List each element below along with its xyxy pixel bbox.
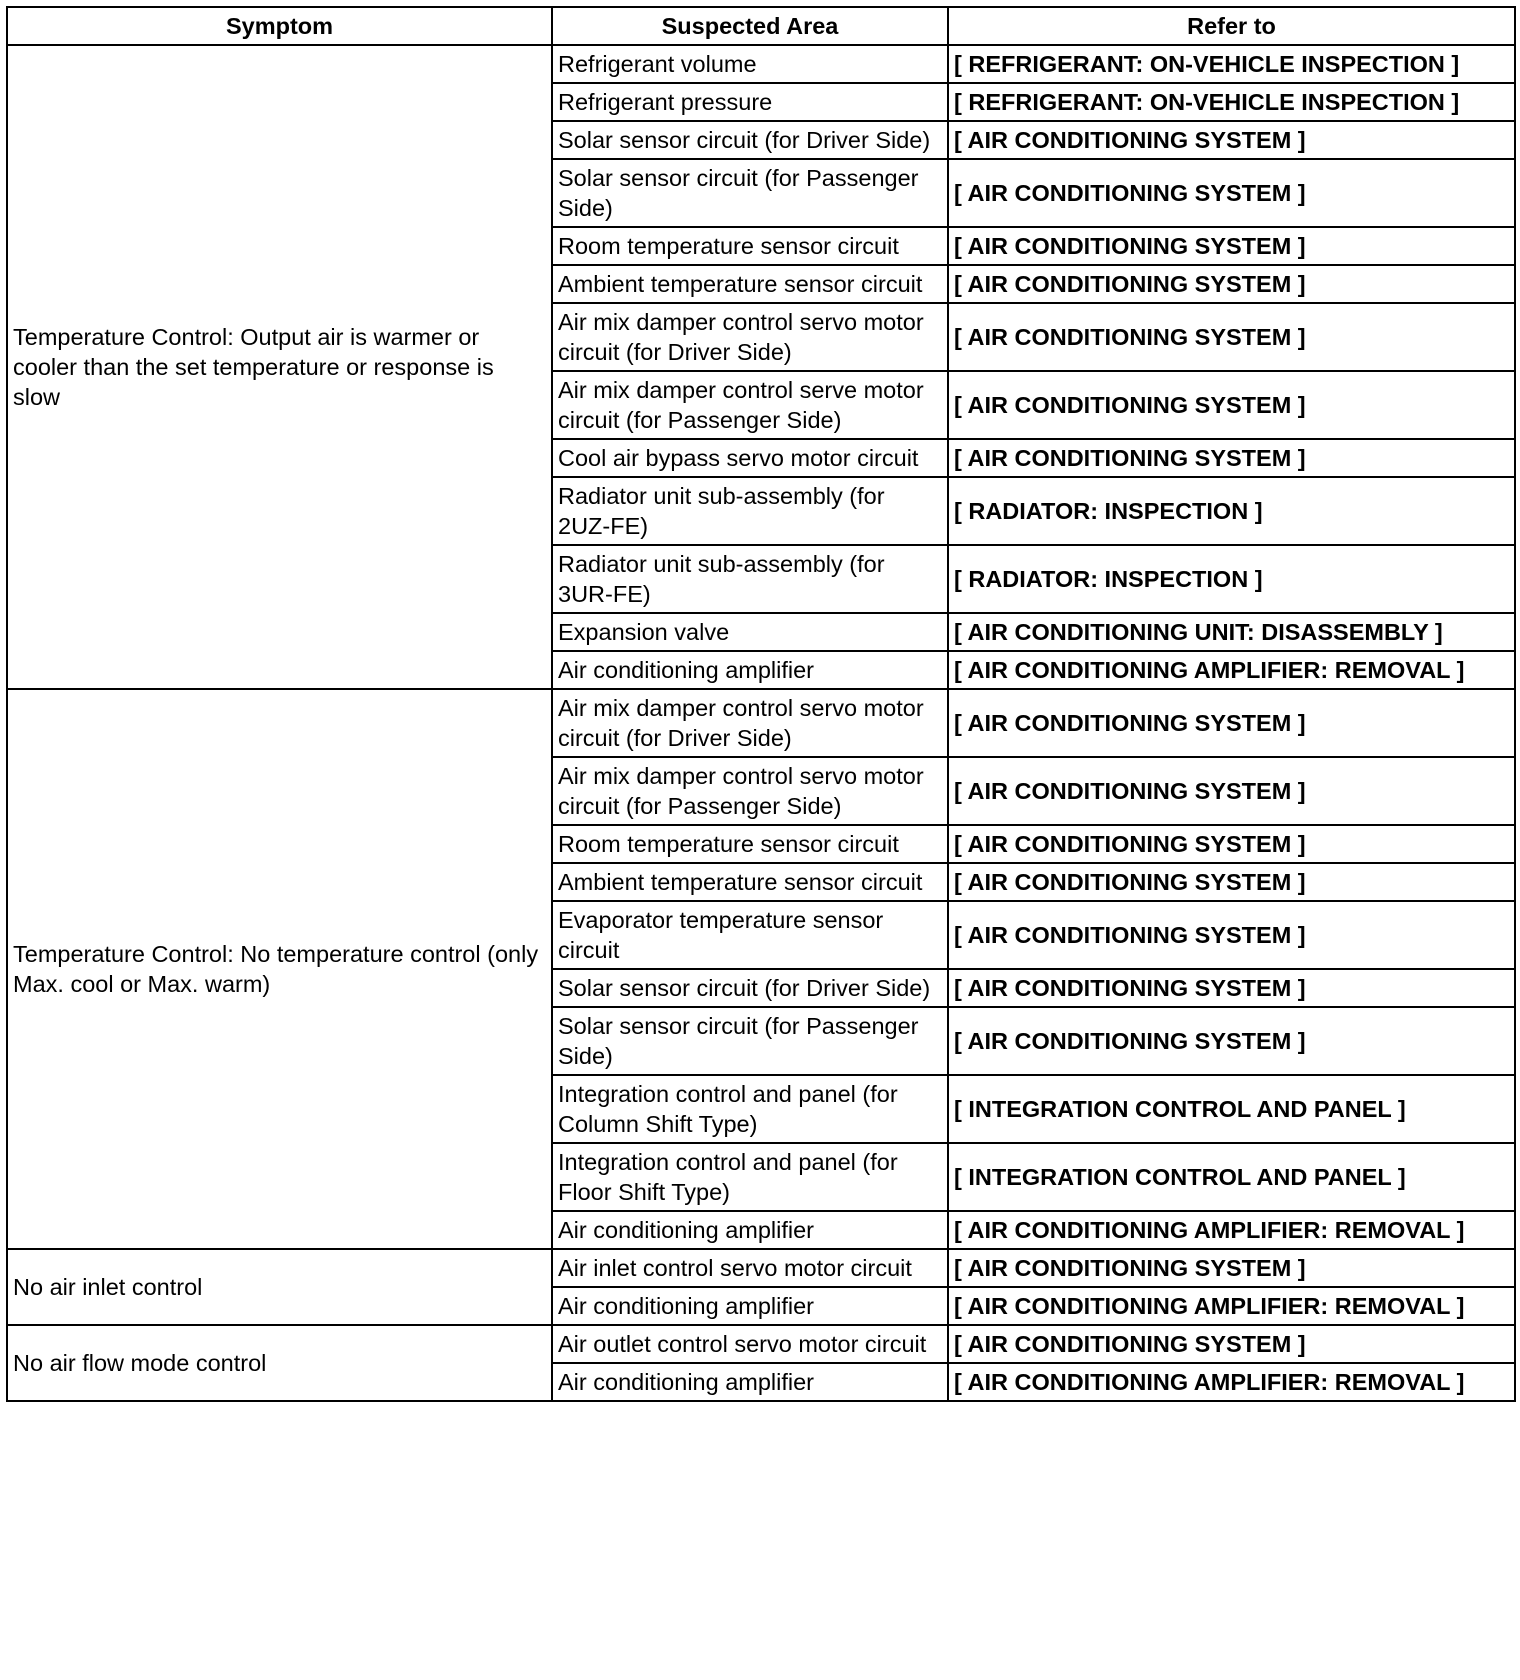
suspected-area-cell: Air conditioning amplifier — [552, 1363, 948, 1401]
refer-to-link[interactable]: [ AIR CONDITIONING SYSTEM ] — [948, 901, 1515, 969]
refer-to-link[interactable]: [ AIR CONDITIONING AMPLIFIER: REMOVAL ] — [948, 1211, 1515, 1249]
suspected-area-cell: Solar sensor circuit (for Passenger Side) — [552, 1007, 948, 1075]
refer-to-link[interactable]: [ AIR CONDITIONING SYSTEM ] — [948, 825, 1515, 863]
symptom-cell: Temperature Control: No temperature control (only Max. cool or Max. warm) — [7, 689, 552, 1249]
refer-to-link[interactable]: [ AIR CONDITIONING SYSTEM ] — [948, 969, 1515, 1007]
suspected-area-cell: Expansion valve — [552, 613, 948, 651]
refer-to-link[interactable]: [ INTEGRATION CONTROL AND PANEL ] — [948, 1143, 1515, 1211]
table-row — [7, 1325, 1515, 1363]
refer-to-link[interactable]: [ AIR CONDITIONING AMPLIFIER: REMOVAL ] — [948, 651, 1515, 689]
suspected-area-cell: Air mix damper control servo motor circuit (for Driver Side) — [552, 303, 948, 371]
suspected-area-cell: Evaporator temperature sensor circuit — [552, 901, 948, 969]
suspected-area-cell: Refrigerant volume — [552, 45, 948, 83]
suspected-area-cell: Air mix damper control servo motor circuit (for Driver Side) — [552, 689, 948, 757]
refer-to-link[interactable]: [ AIR CONDITIONING SYSTEM ] — [948, 1249, 1515, 1287]
diagnostic-table-container — [6, 6, 1514, 1402]
refer-to-link[interactable]: [ AIR CONDITIONING SYSTEM ] — [948, 121, 1515, 159]
suspected-area-cell: Air conditioning amplifier — [552, 1287, 948, 1325]
suspected-area-cell: Air conditioning amplifier — [552, 1211, 948, 1249]
suspected-area-cell: Solar sensor circuit (for Driver Side) — [552, 121, 948, 159]
refer-to-link[interactable]: [ RADIATOR: INSPECTION ] — [948, 545, 1515, 613]
refer-to-link[interactable]: [ AIR CONDITIONING SYSTEM ] — [948, 303, 1515, 371]
refer-to-link[interactable]: [ AIR CONDITIONING SYSTEM ] — [948, 227, 1515, 265]
problem-symptoms-table — [6, 6, 1516, 1402]
refer-to-link[interactable]: [ AIR CONDITIONING SYSTEM ] — [948, 757, 1515, 825]
refer-to-link[interactable]: [ AIR CONDITIONING AMPLIFIER: REMOVAL ] — [948, 1363, 1515, 1401]
suspected-area-cell: Radiator unit sub-assembly (for 2UZ-FE) — [552, 477, 948, 545]
suspected-area-cell: Radiator unit sub-assembly (for 3UR-FE) — [552, 545, 948, 613]
suspected-area-cell: Solar sensor circuit (for Driver Side) — [552, 969, 948, 1007]
suspected-area-cell: Integration control and panel (for Column Shift Type) — [552, 1075, 948, 1143]
refer-to-link[interactable]: [ AIR CONDITIONING SYSTEM ] — [948, 371, 1515, 439]
suspected-area-cell: Solar sensor circuit (for Passenger Side) — [552, 159, 948, 227]
suspected-area-cell: Air outlet control servo motor circuit — [552, 1325, 948, 1363]
suspected-area-cell: Air conditioning amplifier — [552, 651, 948, 689]
suspected-area-cell: Cool air bypass servo motor circuit — [552, 439, 948, 477]
symptom-cell: Temperature Control: Output air is warmer or cooler than the set temperature or response is slow — [7, 45, 552, 689]
refer-to-link[interactable]: [ AIR CONDITIONING SYSTEM ] — [948, 439, 1515, 477]
suspected-area-cell: Integration control and panel (for Floor Shift Type) — [552, 1143, 948, 1211]
symptom-cell: No air flow mode control — [7, 1325, 552, 1401]
table-body — [7, 45, 1515, 1401]
refer-to-link[interactable]: [ AIR CONDITIONING SYSTEM ] — [948, 689, 1515, 757]
suspected-area-cell: Air mix damper control servo motor circuit (for Passenger Side) — [552, 757, 948, 825]
suspected-area-cell: Air mix damper control serve motor circuit (for Passenger Side) — [552, 371, 948, 439]
header-suspected-area: Suspected Area — [552, 7, 948, 45]
refer-to-link[interactable]: [ REFRIGERANT: ON-VEHICLE INSPECTION ] — [948, 45, 1515, 83]
refer-to-link[interactable]: [ AIR CONDITIONING SYSTEM ] — [948, 265, 1515, 303]
suspected-area-cell: Room temperature sensor circuit — [552, 825, 948, 863]
refer-to-link[interactable]: [ AIR CONDITIONING UNIT: DISASSEMBLY ] — [948, 613, 1515, 651]
suspected-area-cell: Room temperature sensor circuit — [552, 227, 948, 265]
header-symptom: Symptom — [7, 7, 552, 45]
suspected-area-cell: Ambient temperature sensor circuit — [552, 863, 948, 901]
header-row — [7, 7, 1515, 45]
refer-to-link[interactable]: [ RADIATOR: INSPECTION ] — [948, 477, 1515, 545]
table-row — [7, 1249, 1515, 1287]
refer-to-link[interactable]: [ AIR CONDITIONING SYSTEM ] — [948, 159, 1515, 227]
refer-to-link[interactable]: [ AIR CONDITIONING SYSTEM ] — [948, 1007, 1515, 1075]
refer-to-link[interactable]: [ AIR CONDITIONING SYSTEM ] — [948, 1325, 1515, 1363]
refer-to-link[interactable]: [ AIR CONDITIONING SYSTEM ] — [948, 863, 1515, 901]
table-row — [7, 45, 1515, 83]
refer-to-link[interactable]: [ REFRIGERANT: ON-VEHICLE INSPECTION ] — [948, 83, 1515, 121]
header-refer-to: Refer to — [948, 7, 1515, 45]
refer-to-link[interactable]: [ AIR CONDITIONING AMPLIFIER: REMOVAL ] — [948, 1287, 1515, 1325]
suspected-area-cell: Refrigerant pressure — [552, 83, 948, 121]
symptom-cell: No air inlet control — [7, 1249, 552, 1325]
table-row — [7, 689, 1515, 757]
refer-to-link[interactable]: [ INTEGRATION CONTROL AND PANEL ] — [948, 1075, 1515, 1143]
suspected-area-cell: Ambient temperature sensor circuit — [552, 265, 948, 303]
suspected-area-cell: Air inlet control servo motor circuit — [552, 1249, 948, 1287]
